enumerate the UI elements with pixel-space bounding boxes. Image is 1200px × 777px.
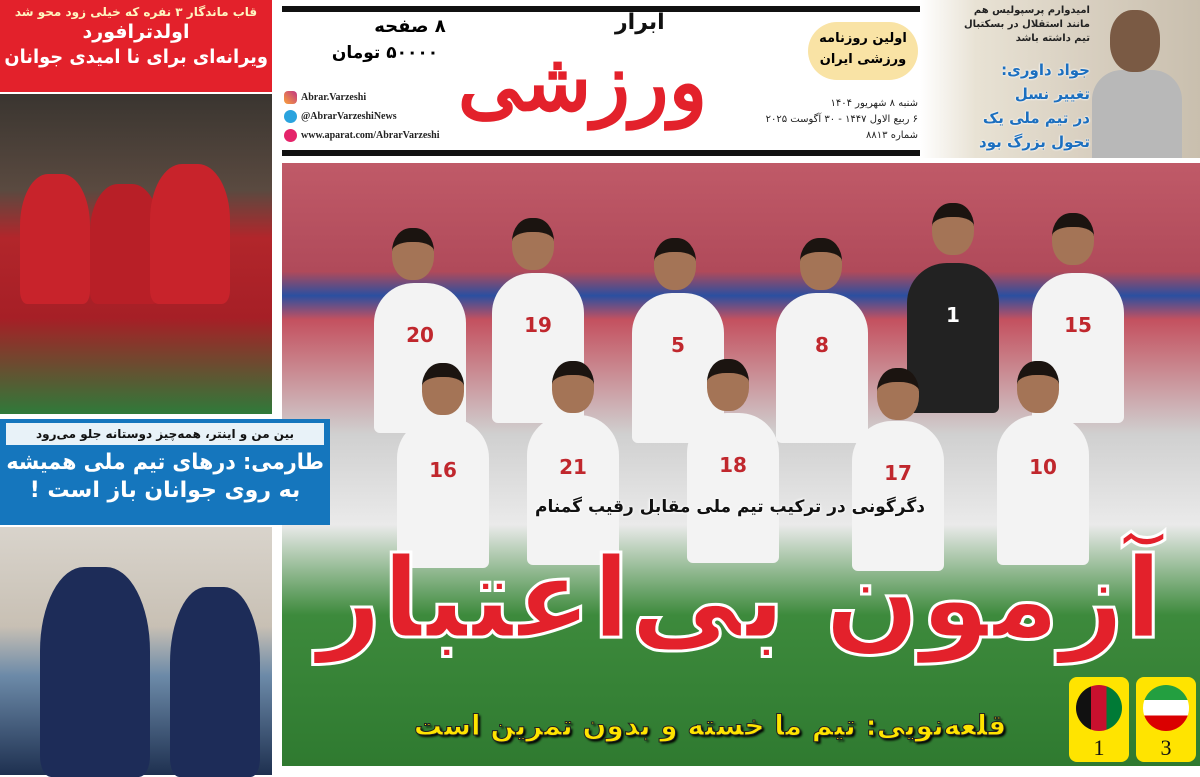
- manutd-headline-1: اولدترافورد: [82, 21, 190, 43]
- afghanistan-goals: 1: [1093, 735, 1105, 760]
- davari-story-box[interactable]: [920, 0, 1200, 158]
- kicker-line: تیم داشته باشد: [1015, 33, 1090, 44]
- kicker-line: مانند استقلال در بسکتبال: [963, 19, 1090, 30]
- player-head: [800, 238, 842, 290]
- jersey: 16: [397, 418, 489, 568]
- jersey: 8: [776, 293, 868, 443]
- price-info: [290, 14, 450, 66]
- player-head: [422, 363, 464, 415]
- newspaper-logo: [455, 10, 710, 148]
- manutd-story-box[interactable]: [0, 0, 272, 92]
- date-block: [716, 96, 918, 144]
- slogan-line-2: ورزشی ایران: [819, 52, 907, 67]
- taremi-photo: [0, 527, 272, 775]
- jersey: 15: [1032, 273, 1124, 423]
- player-head: [1052, 213, 1094, 265]
- headline-line: در تیم ملی یک: [982, 109, 1090, 127]
- telegram-link[interactable]: [284, 107, 454, 126]
- taremi-story-box[interactable]: [0, 419, 330, 525]
- headline-line: تغییر نسل: [1014, 85, 1090, 103]
- player-figure: [20, 174, 90, 304]
- manutd-players-photo: [0, 94, 272, 414]
- player-head: [1017, 361, 1059, 413]
- jersey: 5: [632, 293, 724, 443]
- logo-small-text: ابرار: [615, 10, 665, 35]
- telegram-handle: @AbrarVarzeshiNews: [301, 111, 397, 122]
- taremi-kicker: بین من و اینتر، همه‌چیز دوستانه جلو می‌رود: [6, 423, 324, 445]
- manutd-kicker: قاب ماندگار ۳ نفره که خیلی زود محو شد: [14, 5, 258, 19]
- aparat-url: www.aparat.com/AbrarVarzeshi: [301, 130, 440, 141]
- person-figure: [1092, 70, 1182, 158]
- player-head: [932, 203, 974, 255]
- kicker-line: امیدوارم پرسپولیس هم: [973, 5, 1090, 16]
- issue-number: شماره ۸۸۱۳: [866, 130, 918, 141]
- slogan-line-1: اولین روزنامه: [819, 31, 907, 46]
- slogan-badge: [808, 22, 918, 80]
- iran-goals: 3: [1160, 735, 1172, 760]
- jersey: 1: [907, 263, 999, 413]
- jersey: 18: [687, 413, 779, 563]
- person-face: [1110, 10, 1160, 72]
- main-headline[interactable]: آزمون بی‌اعتبار: [317, 534, 1163, 664]
- telegram-icon: [284, 110, 297, 123]
- aparat-icon: [284, 129, 297, 142]
- page-count: ۸ صفحه: [374, 16, 446, 37]
- instagram-icon: [284, 91, 297, 104]
- instagram-link[interactable]: [284, 88, 454, 107]
- team-photo: [282, 163, 1200, 766]
- date-solar: شنبه ۸ شهریور ۱۴۰۴: [830, 98, 918, 109]
- jersey: 10: [997, 415, 1089, 565]
- date-lunar-gregorian: ۶ ربیع الاول ۱۴۴۷ - ۳۰ آگوست ۲۰۲۵: [765, 114, 918, 125]
- taremi-headline-1: طارمی: درهای تیم ملی همیشه: [6, 450, 325, 475]
- score-afghanistan: [1069, 677, 1129, 762]
- headline-line: جواد داوری:: [1001, 61, 1090, 79]
- davari-headline: [925, 58, 1090, 154]
- aparat-link[interactable]: [284, 126, 454, 145]
- player-figure: [40, 567, 150, 777]
- player-head: [707, 359, 749, 411]
- social-links: [284, 88, 454, 145]
- afghanistan-flag-icon: [1076, 685, 1122, 731]
- jersey: 19: [492, 273, 584, 423]
- main-kicker: دگرگونی در ترکیب تیم ملی مقابل رقیب گمنام: [535, 497, 925, 517]
- jersey: 21: [527, 415, 619, 565]
- headline-line: تحول بزرگ بود: [979, 133, 1090, 151]
- player-head: [877, 368, 919, 420]
- main-subheadline: قلعه‌نویی: تیم ما خسته و بدون تمرین است: [413, 709, 1007, 742]
- instagram-handle: Abrar.Varzeshi: [301, 92, 367, 103]
- player-head: [512, 218, 554, 270]
- player-figure: [170, 587, 260, 777]
- manutd-headline-2: ویرانه‌ای برای نا امیدی جوانان: [4, 46, 269, 68]
- player-head: [552, 361, 594, 413]
- score-iran: [1136, 677, 1196, 762]
- jersey: 17: [852, 421, 944, 571]
- price: ۵۰۰۰۰ تومان: [331, 43, 439, 63]
- iran-flag-icon: [1143, 685, 1189, 731]
- davari-kicker: [925, 4, 1090, 46]
- taremi-headline-2: به روی جوانان باز است !: [29, 478, 301, 503]
- player-head: [654, 238, 696, 290]
- logo-big-text: ورزشی: [457, 35, 708, 129]
- player-figure: [150, 164, 230, 304]
- jersey: 20: [374, 283, 466, 433]
- player-head: [392, 228, 434, 280]
